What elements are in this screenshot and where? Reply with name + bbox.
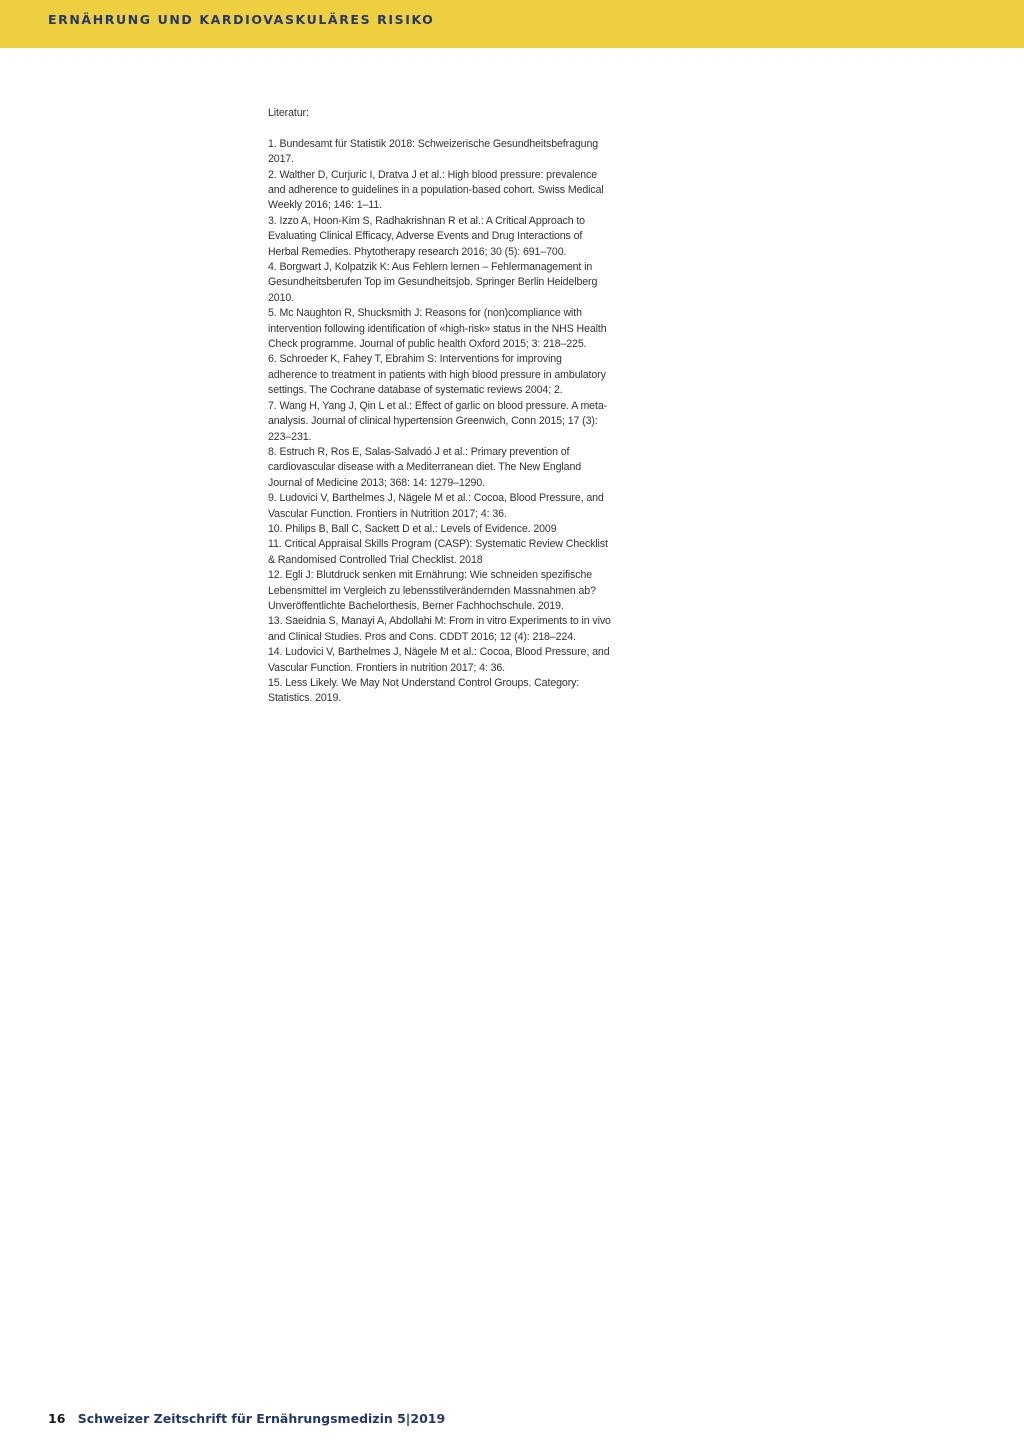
reference-item: 15. Less Likely. We May Not Understand Control Groups. Category: Statistics. 2019. [268,677,580,705]
reference-item: 10. Philips B, Ball C, Sackett D et al.: Levels of Evidence. 2009 [268,522,557,535]
references-section [268,106,612,707]
reference-item: 2. Walther D, Curjuric I, Dratva J et al.: High blood pressure: prevalence and adherence to guidelines in a population-based cohort. Swiss Medical Weekly 2016; 146: 1–11. [268,168,604,212]
reference-item: 9. Ludovici V, Barthelmes J, Nägele M et al.: Cocoa, Blood Pressure, and Vascular Function. Frontiers in Nutrition 2017; 4: 36. [268,492,604,520]
reference-item: 12. Egli J: Blutdruck senken mit Ernährung: Wie schneiden spezifische Lebensmittel im Vergleich zu lebensstilverändernden Massnahmen ab? Unveröffentlichte Bachelorthesis, Berner Fachhochschule. 2019. [268,569,596,612]
reference-item: 7. Wang H, Yang J, Qin L et al.: Effect of garlic on blood pressure. A meta-analysis. Journal of clinical hypertension Greenwich, Conn 2015; 17 (3): 223–231. [268,399,608,443]
reference-item: 3. Izzo A, Hoon-Kim S, Radhakrishnan R et al.: A Critical Approach to Evaluating Clinical Efficacy, Adverse Events and Drug Interactions of Herbal Remedies. Phytotherapy research 2016; 30 (5): 691–700. [268,214,585,258]
journal-title: Schweizer Zeitschrift für Ernährungsmedizin 5|2019 [77,1411,446,1426]
reference-item: 6. Schroeder K, Fahey T, Ebrahim S: Interventions for improving adherence to treatment in patients with high blood pressure in ambulatory settings. The Cochrane database of systematic reviews 2004; 2. [268,353,606,397]
reference-item: 8. Estruch R, Ros E, Salas-Salvadó J et al.: Primary prevention of cardiovascular disease with a Mediterranean diet. The New England Journal of Medicine 2013; 368: 14: 1279–1290. [268,445,582,489]
page-number: 16 [48,1411,66,1426]
reference-item: 13. Saeidnia S, Manayi A, Abdollahi M: From in vitro Experiments to in vivo and Clinical Studies. Pros and Cons. CDDT 2016; 12 (4): 218–224. [268,615,611,643]
header-band [0,0,1024,48]
reference-item: 1. Bundesamt für Statistik 2018: Schweizerische Gesundheitsbefragung 2017. [268,137,599,166]
page-footer [48,1411,445,1426]
reference-item: 5. Mc Naughton R, Shucksmith J: Reasons for (non)compliance with intervention following identification of «high-risk» status in the NHS Health Check programme. Journal of public health Oxford 2015; 3: 218–225. [268,307,607,351]
references-list [268,137,612,707]
reference-item: 4. Borgwart J, Kolpatzik K: Aus Fehlern lernen – Fehlermanagement in Gesundheitsberufen Top im Gesundheitsjob. Springer Berlin Heidelberg 2010. [268,261,598,304]
section-title: ERNÄHRUNG UND KARDIOVASKULÄRES RISIKO [48,12,435,27]
reference-item: 14. Ludovici V, Barthelmes J, Nägele M et al.: Cocoa, Blood Pressure, and Vascular Function. Frontiers in nutrition 2017; 4: 36. [268,646,610,674]
references-heading: Literatur: [268,107,309,119]
reference-item: 11. Critical Appraisal Skills Program (CASP): Systematic Review Checklist & Randomised Controlled Trial Checklist. 2018 [268,538,608,566]
